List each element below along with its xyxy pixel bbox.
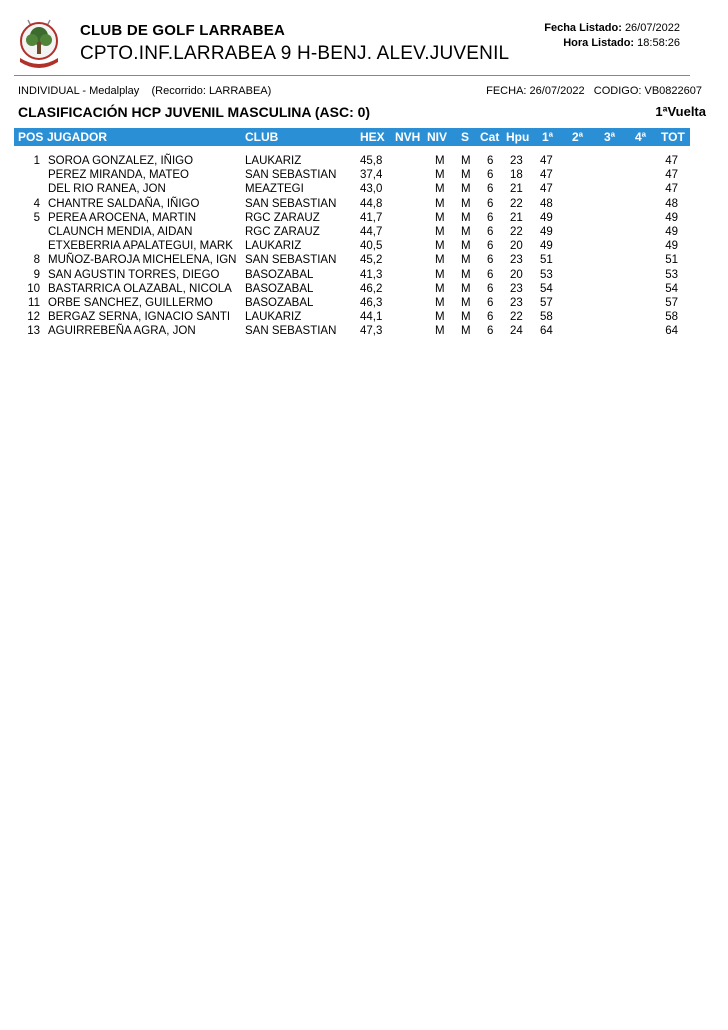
cell-round-1: 58 [540, 311, 553, 324]
cell-s: M [461, 211, 471, 224]
cell-cat: 6 [487, 254, 494, 267]
cell-cat: 6 [487, 183, 494, 196]
cell-hpu: 18 [510, 169, 523, 182]
cell-niv: M [435, 211, 445, 224]
table-row [14, 212, 690, 226]
cell-cat: 6 [487, 268, 494, 281]
cell-pos: 11 [28, 296, 40, 309]
cell-hex: 44,7 [360, 225, 383, 238]
cell-hpu: 21 [510, 183, 523, 196]
cell-niv: M [435, 268, 445, 281]
cell-round-1: 64 [540, 325, 553, 338]
cell-club: SAN SEBASTIAN [245, 254, 337, 267]
cell-round-1: 51 [540, 254, 553, 267]
col-round-4: 4ª [635, 130, 647, 144]
cell-hex: 40,5 [360, 240, 383, 253]
cell-hex: 45,2 [360, 254, 383, 267]
cell-hex: 45,8 [360, 155, 383, 167]
col-hex: HEX [360, 130, 385, 144]
col-niv: NIV [427, 130, 448, 144]
cell-tot: 53 [665, 268, 678, 281]
cell-s: M [461, 169, 471, 182]
cell-pos: 5 [33, 211, 40, 224]
cell-club: LAUKARIZ [245, 311, 302, 324]
cell-club: SAN SEBASTIAN [245, 169, 337, 182]
cell-s: M [461, 254, 471, 267]
club-name: CLUB DE GOLF LARRABEA [80, 22, 286, 39]
cell-niv: M [435, 311, 445, 324]
cell-niv: M [435, 325, 445, 338]
results-table [14, 155, 690, 339]
cell-niv: M [435, 197, 445, 210]
cell-pos: 4 [33, 197, 40, 210]
cell-name: MUÑOZ-BAROJA MICHELENA, IGN [48, 254, 237, 267]
cell-niv: M [435, 155, 445, 167]
col-s: S [461, 130, 470, 144]
fecha-listado-value: 26/07/2022 [624, 22, 680, 34]
cell-hpu: 24 [510, 325, 523, 338]
cell-club: LAUKARIZ [245, 155, 302, 167]
cell-hpu: 22 [510, 225, 523, 238]
cell-name: ETXEBERRIA APALATEGUI, MARK [48, 240, 233, 253]
cell-name: CHANTRE SALDAÑA, IÑIGO [48, 197, 200, 210]
cell-s: M [461, 311, 471, 324]
table-row [14, 240, 690, 254]
cell-s: M [461, 225, 471, 238]
cell-club: RGC ZARAUZ [245, 211, 320, 224]
competition-info [18, 85, 271, 97]
cell-s: M [461, 282, 471, 295]
cell-niv: M [435, 282, 445, 295]
hora-listado-value: 18:58:26 [637, 37, 680, 49]
cell-s: M [461, 296, 471, 309]
col-round-1: 1ª [542, 130, 554, 144]
col-cat: Cat [480, 130, 500, 144]
cell-hpu: 23 [510, 254, 523, 267]
cell-tot: 58 [665, 311, 678, 324]
cell-round-1: 49 [540, 240, 553, 253]
cell-round-1: 54 [540, 282, 553, 295]
cell-niv: M [435, 254, 445, 267]
cell-round-1: 49 [540, 211, 553, 224]
cell-cat: 6 [487, 240, 494, 253]
hora-listado-label: Hora Listado: [563, 37, 635, 49]
cell-hpu: 23 [510, 155, 523, 167]
cell-round-1: 47 [540, 155, 553, 167]
cell-cat: 6 [487, 325, 494, 338]
cell-niv: M [435, 183, 445, 196]
cell-hpu: 20 [510, 240, 523, 253]
table-row [14, 283, 690, 297]
cell-s: M [461, 197, 471, 210]
cell-tot: 49 [665, 240, 678, 253]
cell-pos: 10 [27, 282, 40, 295]
course: (Recorrido: LARRABEA) [151, 85, 272, 97]
cell-hex: 41,3 [360, 268, 383, 281]
fecha-label: FECHA: [486, 85, 527, 97]
cell-club: BASOZABAL [245, 268, 314, 281]
championship-title: CPTO.INF.LARRABEA 9 H-BENJ. ALEV.JUVENIL [80, 43, 510, 64]
cell-hpu: 23 [510, 282, 523, 295]
table-row [14, 325, 690, 339]
cell-s: M [461, 240, 471, 253]
cell-tot: 47 [665, 155, 678, 167]
cell-hex: 46,2 [360, 282, 383, 295]
cell-round-1: 49 [540, 225, 553, 238]
fecha-value: 26/07/2022 [529, 85, 585, 97]
col-hpu: Hpu [506, 130, 530, 144]
cell-s: M [461, 268, 471, 281]
cell-round-1: 57 [540, 296, 553, 309]
round-label: 1ªVuelta [655, 104, 706, 119]
header-divider [14, 75, 690, 76]
cell-cat: 6 [487, 282, 494, 295]
cell-niv: M [435, 240, 445, 253]
cell-s: M [461, 325, 471, 338]
cell-s: M [461, 183, 471, 196]
cell-tot: 49 [665, 211, 678, 224]
cell-pos: 9 [33, 268, 40, 281]
col-round-3: 3ª [604, 130, 616, 144]
cell-club: RGC ZARAUZ [245, 225, 320, 238]
table-row [14, 297, 690, 311]
cell-s: M [461, 155, 471, 167]
cell-pos: 13 [27, 325, 40, 338]
table-row [14, 183, 690, 197]
table-row [14, 254, 690, 268]
cell-hpu: 21 [510, 211, 523, 224]
cell-pos: 8 [33, 254, 40, 267]
cell-tot: 49 [665, 225, 678, 238]
col-tot: TOT [661, 130, 685, 144]
cell-hex: 46,3 [360, 296, 383, 309]
cell-niv: M [435, 225, 445, 238]
cell-hex: 41,7 [360, 211, 383, 224]
cell-name: AGUIRREBEÑA AGRA, JON [48, 325, 196, 338]
cell-pos: 1 [33, 155, 40, 167]
fecha-listado [544, 22, 680, 34]
codigo-value: VB0822607 [644, 85, 702, 97]
cell-name: DEL RIO RANEA, JON [48, 183, 166, 196]
cell-name: ORBE SANCHEZ, GUILLERMO [48, 296, 213, 309]
table-row [14, 169, 690, 183]
cell-hex: 44,1 [360, 311, 383, 324]
table-header [14, 128, 690, 146]
cell-niv: M [435, 296, 445, 309]
classification-title: CLASIFICACIÓN HCP JUVENIL MASCULINA (ASC: 0) [18, 104, 371, 120]
cell-club: BASOZABAL [245, 296, 314, 309]
table-row [14, 269, 690, 283]
table-row [14, 155, 690, 169]
cell-club: MEAZTEGI [245, 183, 304, 196]
cell-round-1: 47 [540, 183, 553, 196]
cell-cat: 6 [487, 155, 494, 167]
club-logo [14, 14, 64, 72]
cell-name: SAN AGUSTIN TORRES, DIEGO [48, 268, 220, 281]
cell-name: PEREZ MIRANDA, MATEO [48, 169, 189, 182]
cell-hex: 47,3 [360, 325, 383, 338]
cell-round-1: 53 [540, 268, 553, 281]
cell-cat: 6 [487, 225, 494, 238]
cell-cat: 6 [487, 211, 494, 224]
cell-tot: 54 [665, 282, 678, 295]
cell-name: SOROA GONZALEZ, IÑIGO [48, 155, 194, 167]
date-code-info [486, 85, 702, 97]
cell-name: CLAUNCH MENDIA, AIDAN [48, 225, 193, 238]
table-row [14, 311, 690, 325]
cell-hex: 43,0 [360, 183, 383, 196]
cell-cat: 6 [487, 296, 494, 309]
col-jugador: JUGADOR [47, 130, 108, 144]
cell-tot: 48 [665, 197, 678, 210]
col-round-2: 2ª [572, 130, 584, 144]
cell-cat: 6 [487, 169, 494, 182]
cell-round-1: 48 [540, 197, 553, 210]
cell-hex: 37,4 [360, 169, 383, 182]
cell-cat: 6 [487, 197, 494, 210]
cell-pos: 12 [27, 311, 40, 324]
cell-club: SAN SEBASTIAN [245, 325, 337, 338]
col-pos: POS [18, 130, 44, 144]
modality: INDIVIDUAL - Medalplay [18, 85, 140, 97]
cell-tot: 47 [665, 169, 678, 182]
cell-tot: 57 [665, 296, 678, 309]
cell-hpu: 22 [510, 197, 523, 210]
cell-hex: 44,8 [360, 197, 383, 210]
cell-name: PEREA AROCENA, MARTIN [48, 211, 197, 224]
cell-hpu: 22 [510, 311, 523, 324]
cell-tot: 64 [665, 325, 678, 338]
table-row [14, 198, 690, 212]
codigo-label: CODIGO: [593, 85, 642, 97]
table-row [14, 226, 690, 240]
cell-club: BASOZABAL [245, 282, 314, 295]
cell-round-1: 47 [540, 169, 553, 182]
cell-hpu: 23 [510, 296, 523, 309]
cell-tot: 51 [665, 254, 678, 267]
cell-cat: 6 [487, 311, 494, 324]
hora-listado [563, 37, 680, 49]
cell-hpu: 20 [510, 268, 523, 281]
cell-name: BERGAZ SERNA, IGNACIO SANTI [48, 311, 231, 324]
cell-club: LAUKARIZ [245, 240, 302, 253]
cell-tot: 47 [665, 183, 678, 196]
col-nvh: NVH [395, 130, 421, 144]
col-club: CLUB [245, 130, 279, 144]
fecha-listado-label: Fecha Listado: [544, 22, 622, 34]
cell-club: SAN SEBASTIAN [245, 197, 337, 210]
cell-name: BASTARRICA OLAZABAL, NICOLA [48, 282, 232, 295]
cell-niv: M [435, 169, 445, 182]
